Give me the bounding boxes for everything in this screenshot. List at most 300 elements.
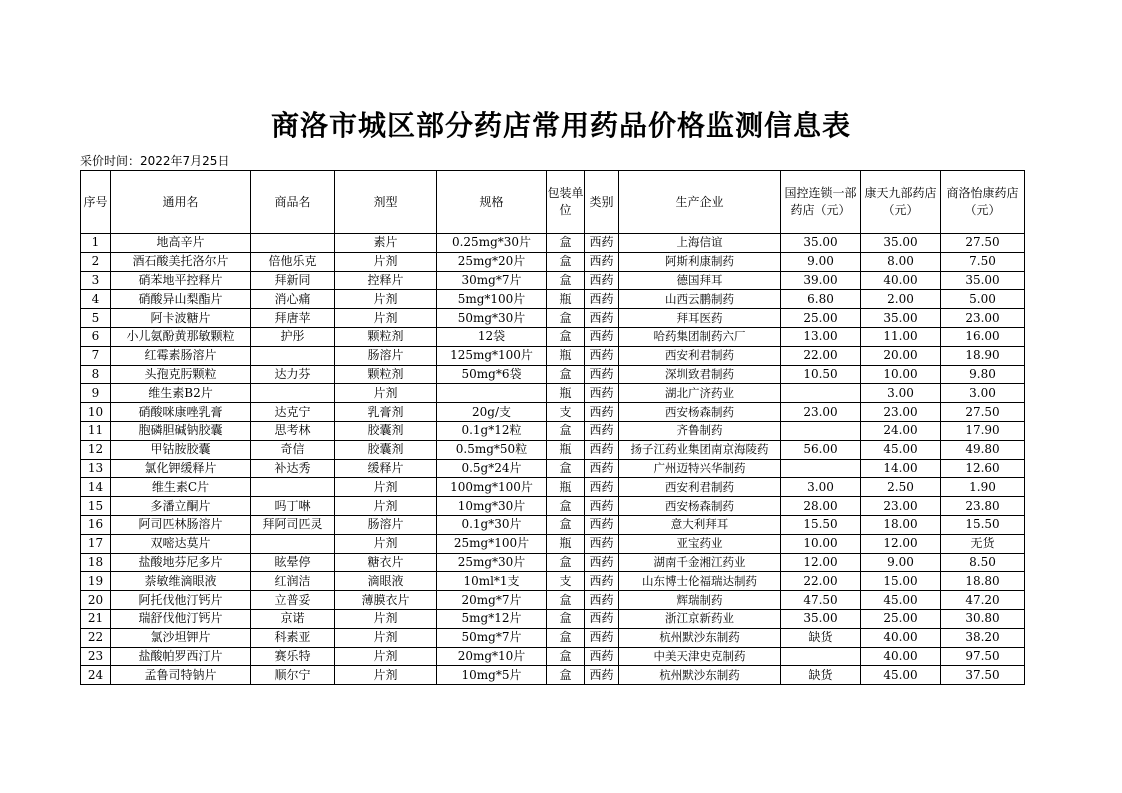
cell-seq: 10 [81, 403, 111, 422]
header-category: 类别 [585, 171, 619, 234]
cell-seq: 4 [81, 290, 111, 309]
table-row [81, 666, 1025, 685]
cell-brand-name: 拜唐苹 [251, 309, 335, 328]
cell-price-store3: 23.00 [941, 309, 1025, 328]
cell-price-store1: 56.00 [781, 440, 861, 459]
cell-dosage-form: 片剂 [335, 534, 437, 553]
cell-generic-name: 萘敏维滴眼液 [111, 572, 251, 591]
cell-package-unit: 瓶 [547, 384, 585, 403]
cell-dosage-form: 片剂 [335, 309, 437, 328]
cell-price-store2: 45.00 [861, 440, 941, 459]
cell-price-store2: 2.50 [861, 478, 941, 497]
cell-specification: 25mg*100片 [437, 534, 547, 553]
cell-dosage-form: 颗粒剂 [335, 365, 437, 384]
cell-price-store1: 35.00 [781, 234, 861, 253]
cell-brand-name: 吗丁啉 [251, 497, 335, 516]
header-brand: 商品名 [251, 171, 335, 234]
table-row [81, 440, 1025, 459]
table-row [81, 609, 1025, 628]
header-seq: 序号 [81, 171, 111, 234]
cell-category: 西药 [585, 478, 619, 497]
cell-price-store3: 49.80 [941, 440, 1025, 459]
cell-package-unit: 瓶 [547, 346, 585, 365]
table-row [81, 553, 1025, 572]
cell-brand-name [251, 478, 335, 497]
cell-manufacturer: 湖北广济药业 [619, 384, 781, 403]
cell-manufacturer: 西安利君制药 [619, 478, 781, 497]
cell-category: 西药 [585, 591, 619, 610]
cell-seq: 7 [81, 346, 111, 365]
cell-dosage-form: 片剂 [335, 384, 437, 403]
cell-package-unit: 盒 [547, 309, 585, 328]
table-row [81, 534, 1025, 553]
cell-price-store3: 18.80 [941, 572, 1025, 591]
cell-price-store2: 23.00 [861, 403, 941, 422]
cell-generic-name: 硝酸异山梨酯片 [111, 290, 251, 309]
cell-category: 西药 [585, 534, 619, 553]
cell-dosage-form: 胶囊剂 [335, 421, 437, 440]
cell-specification: 50mg*6袋 [437, 365, 547, 384]
cell-seq: 11 [81, 421, 111, 440]
cell-package-unit: 盒 [547, 609, 585, 628]
cell-category: 西药 [585, 384, 619, 403]
cell-category: 西药 [585, 365, 619, 384]
cell-price-store3: 17.90 [941, 421, 1025, 440]
cell-dosage-form: 滴眼液 [335, 572, 437, 591]
cell-price-store2: 25.00 [861, 609, 941, 628]
cell-price-store2: 2.00 [861, 290, 941, 309]
cell-manufacturer: 拜耳医药 [619, 309, 781, 328]
cell-dosage-form: 肠溶片 [335, 515, 437, 534]
cell-dosage-form: 片剂 [335, 497, 437, 516]
cell-brand-name [251, 384, 335, 403]
cell-brand-name: 护彤 [251, 327, 335, 346]
table-row [81, 403, 1025, 422]
cell-specification: 50mg*7片 [437, 628, 547, 647]
cell-seq: 9 [81, 384, 111, 403]
cell-price-store1: 22.00 [781, 572, 861, 591]
cell-category: 西药 [585, 628, 619, 647]
cell-seq: 8 [81, 365, 111, 384]
cell-brand-name: 消心痛 [251, 290, 335, 309]
cell-manufacturer: 广州迈特兴华制药 [619, 459, 781, 478]
cell-price-store1: 13.00 [781, 327, 861, 346]
cell-manufacturer: 辉瑞制药 [619, 591, 781, 610]
table-row [81, 384, 1025, 403]
cell-manufacturer: 湖南千金湘江药业 [619, 553, 781, 572]
cell-manufacturer: 亚宝药业 [619, 534, 781, 553]
cell-specification: 0.25mg*30片 [437, 234, 547, 253]
cell-category: 西药 [585, 666, 619, 685]
cell-price-store1: 15.50 [781, 515, 861, 534]
cell-generic-name: 孟鲁司特钠片 [111, 666, 251, 685]
cell-price-store3: 23.80 [941, 497, 1025, 516]
cell-manufacturer: 西安杨森制药 [619, 403, 781, 422]
cell-price-store3: 5.00 [941, 290, 1025, 309]
cell-price-store3: 15.50 [941, 515, 1025, 534]
cell-price-store1: 35.00 [781, 609, 861, 628]
cell-price-store2: 40.00 [861, 628, 941, 647]
cell-brand-name: 思考林 [251, 421, 335, 440]
cell-generic-name: 硝苯地平控释片 [111, 271, 251, 290]
cell-generic-name: 维生素B2片 [111, 384, 251, 403]
cell-dosage-form: 片剂 [335, 628, 437, 647]
cell-seq: 18 [81, 553, 111, 572]
cell-manufacturer: 上海信谊 [619, 234, 781, 253]
cell-manufacturer: 阿斯利康制药 [619, 252, 781, 271]
cell-seq: 13 [81, 459, 111, 478]
cell-brand-name: 达力芬 [251, 365, 335, 384]
table-row [81, 252, 1025, 271]
table-row [81, 497, 1025, 516]
cell-generic-name: 氯化钾缓释片 [111, 459, 251, 478]
cell-specification: 12袋 [437, 327, 547, 346]
cell-manufacturer: 浙江京新药业 [619, 609, 781, 628]
cell-seq: 2 [81, 252, 111, 271]
cell-specification: 5mg*12片 [437, 609, 547, 628]
cell-package-unit: 盒 [547, 515, 585, 534]
cell-seq: 23 [81, 647, 111, 666]
header-store2: 康天九部药店（元） [861, 171, 941, 234]
cell-price-store3: 37.50 [941, 666, 1025, 685]
table-row [81, 346, 1025, 365]
cell-brand-name: 红润洁 [251, 572, 335, 591]
cell-price-store2: 23.00 [861, 497, 941, 516]
table-row [81, 478, 1025, 497]
cell-brand-name: 京诺 [251, 609, 335, 628]
cell-price-store3: 47.20 [941, 591, 1025, 610]
cell-package-unit: 盒 [547, 459, 585, 478]
cell-category: 西药 [585, 290, 619, 309]
cell-manufacturer: 齐鲁制药 [619, 421, 781, 440]
table-row [81, 647, 1025, 666]
cell-dosage-form: 片剂 [335, 647, 437, 666]
cell-price-store1: 10.00 [781, 534, 861, 553]
cell-seq: 20 [81, 591, 111, 610]
table-row [81, 459, 1025, 478]
cell-category: 西药 [585, 497, 619, 516]
cell-generic-name: 多潘立酮片 [111, 497, 251, 516]
cell-price-store1: 22.00 [781, 346, 861, 365]
table-row [81, 271, 1025, 290]
cell-seq: 17 [81, 534, 111, 553]
cell-category: 西药 [585, 647, 619, 666]
cell-generic-name: 酒石酸美托洛尔片 [111, 252, 251, 271]
cell-price-store2: 3.00 [861, 384, 941, 403]
cell-price-store1: 3.00 [781, 478, 861, 497]
cell-dosage-form: 片剂 [335, 290, 437, 309]
cell-specification: 100mg*100片 [437, 478, 547, 497]
cell-price-store1 [781, 421, 861, 440]
cell-dosage-form: 薄膜衣片 [335, 591, 437, 610]
cell-manufacturer: 西安杨森制药 [619, 497, 781, 516]
cell-brand-name: 补达秀 [251, 459, 335, 478]
cell-package-unit: 盒 [547, 628, 585, 647]
cell-brand-name [251, 346, 335, 365]
cell-package-unit: 瓶 [547, 290, 585, 309]
header-spec: 规格 [437, 171, 547, 234]
cell-dosage-form: 乳膏剂 [335, 403, 437, 422]
table-row [81, 290, 1025, 309]
cell-package-unit: 盒 [547, 271, 585, 290]
cell-package-unit: 盒 [547, 553, 585, 572]
cell-category: 西药 [585, 421, 619, 440]
cell-price-store2: 12.00 [861, 534, 941, 553]
cell-package-unit: 盒 [547, 666, 585, 685]
cell-package-unit: 盒 [547, 647, 585, 666]
header-row [81, 171, 1025, 234]
cell-price-store3: 35.00 [941, 271, 1025, 290]
cell-category: 西药 [585, 572, 619, 591]
cell-specification: 50mg*30片 [437, 309, 547, 328]
table-row [81, 309, 1025, 328]
cell-specification: 10mg*30片 [437, 497, 547, 516]
cell-price-store1: 12.00 [781, 553, 861, 572]
cell-brand-name: 倍他乐克 [251, 252, 335, 271]
cell-category: 西药 [585, 271, 619, 290]
cell-price-store2: 35.00 [861, 234, 941, 253]
cell-category: 西药 [585, 252, 619, 271]
cell-package-unit: 瓶 [547, 440, 585, 459]
cell-price-store3: 30.80 [941, 609, 1025, 628]
cell-specification: 20mg*7片 [437, 591, 547, 610]
cell-generic-name: 红霉素肠溶片 [111, 346, 251, 365]
cell-price-store2: 20.00 [861, 346, 941, 365]
cell-generic-name: 瑞舒伐他汀钙片 [111, 609, 251, 628]
cell-price-store3: 无货 [941, 534, 1025, 553]
cell-brand-name: 立普妥 [251, 591, 335, 610]
cell-seq: 19 [81, 572, 111, 591]
cell-dosage-form: 肠溶片 [335, 346, 437, 365]
cell-category: 西药 [585, 327, 619, 346]
cell-price-store3: 7.50 [941, 252, 1025, 271]
cell-price-store1: 25.00 [781, 309, 861, 328]
cell-dosage-form: 片剂 [335, 666, 437, 685]
cell-price-store2: 24.00 [861, 421, 941, 440]
table-row [81, 591, 1025, 610]
cell-price-store1: 28.00 [781, 497, 861, 516]
cell-price-store2: 15.00 [861, 572, 941, 591]
cell-brand-name: 眩晕停 [251, 553, 335, 572]
price-date: 采价时间：2022年7月25日 [80, 154, 230, 168]
cell-manufacturer: 杭州默沙东制药 [619, 628, 781, 647]
cell-package-unit: 瓶 [547, 478, 585, 497]
table-row [81, 515, 1025, 534]
cell-price-store3: 9.80 [941, 365, 1025, 384]
header-maker: 生产企业 [619, 171, 781, 234]
cell-specification: 5mg*100片 [437, 290, 547, 309]
cell-price-store2: 18.00 [861, 515, 941, 534]
cell-category: 西药 [585, 403, 619, 422]
cell-category: 西药 [585, 609, 619, 628]
cell-generic-name: 地高辛片 [111, 234, 251, 253]
cell-manufacturer: 扬子江药业集团南京海陵药 [619, 440, 781, 459]
cell-specification: 30mg*7片 [437, 271, 547, 290]
cell-seq: 22 [81, 628, 111, 647]
cell-category: 西药 [585, 440, 619, 459]
cell-specification: 0.1g*30片 [437, 515, 547, 534]
cell-price-store1 [781, 459, 861, 478]
cell-price-store1: 缺货 [781, 666, 861, 685]
cell-package-unit: 盒 [547, 497, 585, 516]
cell-brand-name [251, 534, 335, 553]
cell-price-store1: 缺货 [781, 628, 861, 647]
cell-price-store3: 12.60 [941, 459, 1025, 478]
cell-category: 西药 [585, 515, 619, 534]
cell-specification: 0.5g*24片 [437, 459, 547, 478]
cell-generic-name: 甲钴胺胶囊 [111, 440, 251, 459]
cell-manufacturer: 山西云鹏制药 [619, 290, 781, 309]
cell-brand-name: 奇信 [251, 440, 335, 459]
table-row [81, 327, 1025, 346]
cell-price-store3: 16.00 [941, 327, 1025, 346]
cell-price-store1 [781, 384, 861, 403]
cell-seq: 16 [81, 515, 111, 534]
cell-seq: 5 [81, 309, 111, 328]
cell-dosage-form: 素片 [335, 234, 437, 253]
cell-category: 西药 [585, 346, 619, 365]
cell-category: 西药 [585, 459, 619, 478]
cell-price-store1 [781, 647, 861, 666]
cell-seq: 15 [81, 497, 111, 516]
cell-specification: 25mg*20片 [437, 252, 547, 271]
cell-specification: 20g/支 [437, 403, 547, 422]
cell-package-unit: 盒 [547, 327, 585, 346]
cell-specification: 125mg*100片 [437, 346, 547, 365]
cell-price-store2: 8.00 [861, 252, 941, 271]
header-store1: 国控连锁一部药店（元） [781, 171, 861, 234]
cell-price-store1: 23.00 [781, 403, 861, 422]
cell-brand-name: 达克宁 [251, 403, 335, 422]
cell-brand-name [251, 234, 335, 253]
cell-brand-name: 拜新同 [251, 271, 335, 290]
cell-generic-name: 阿卡波糖片 [111, 309, 251, 328]
cell-brand-name: 科素亚 [251, 628, 335, 647]
cell-price-store3: 8.50 [941, 553, 1025, 572]
cell-manufacturer: 西安利君制药 [619, 346, 781, 365]
cell-package-unit: 盒 [547, 252, 585, 271]
table-row [81, 628, 1025, 647]
cell-generic-name: 阿司匹林肠溶片 [111, 515, 251, 534]
cell-generic-name: 阿托伐他汀钙片 [111, 591, 251, 610]
cell-dosage-form: 糖衣片 [335, 553, 437, 572]
cell-manufacturer: 深圳致君制药 [619, 365, 781, 384]
cell-price-store2: 40.00 [861, 271, 941, 290]
cell-dosage-form: 控释片 [335, 271, 437, 290]
cell-seq: 24 [81, 666, 111, 685]
cell-seq: 12 [81, 440, 111, 459]
cell-category: 西药 [585, 553, 619, 572]
cell-generic-name: 维生素C片 [111, 478, 251, 497]
cell-package-unit: 瓶 [547, 534, 585, 553]
cell-dosage-form: 片剂 [335, 478, 437, 497]
cell-price-store3: 97.50 [941, 647, 1025, 666]
cell-specification: 10mg*5片 [437, 666, 547, 685]
cell-generic-name: 盐酸地芬尼多片 [111, 553, 251, 572]
cell-manufacturer: 杭州默沙东制药 [619, 666, 781, 685]
cell-dosage-form: 片剂 [335, 252, 437, 271]
cell-price-store1: 9.00 [781, 252, 861, 271]
cell-specification: 10ml*1支 [437, 572, 547, 591]
header-generic: 通用名 [111, 171, 251, 234]
cell-dosage-form: 片剂 [335, 609, 437, 628]
cell-manufacturer: 哈药集团制药六厂 [619, 327, 781, 346]
cell-brand-name: 顺尔宁 [251, 666, 335, 685]
cell-price-store2: 10.00 [861, 365, 941, 384]
cell-seq: 3 [81, 271, 111, 290]
cell-category: 西药 [585, 309, 619, 328]
cell-seq: 14 [81, 478, 111, 497]
cell-package-unit: 盒 [547, 421, 585, 440]
cell-price-store2: 45.00 [861, 666, 941, 685]
cell-price-store2: 40.00 [861, 647, 941, 666]
cell-price-store2: 14.00 [861, 459, 941, 478]
cell-manufacturer: 山东博士伦福瑞达制药 [619, 572, 781, 591]
cell-price-store1: 6.80 [781, 290, 861, 309]
header-store3: 商洛怡康药店（元） [941, 171, 1025, 234]
cell-specification: 0.1g*12粒 [437, 421, 547, 440]
cell-price-store1: 39.00 [781, 271, 861, 290]
table-row [81, 365, 1025, 384]
table-row [81, 234, 1025, 253]
cell-price-store3: 18.90 [941, 346, 1025, 365]
cell-dosage-form: 缓释片 [335, 459, 437, 478]
cell-specification: 25mg*30片 [437, 553, 547, 572]
cell-price-store2: 9.00 [861, 553, 941, 572]
cell-generic-name: 盐酸帕罗西汀片 [111, 647, 251, 666]
cell-package-unit: 支 [547, 403, 585, 422]
cell-seq: 6 [81, 327, 111, 346]
page-title: 商洛市城区部分药店常用药品价格监测信息表 [270, 109, 851, 142]
cell-price-store2: 11.00 [861, 327, 941, 346]
cell-generic-name: 头孢克肟颗粒 [111, 365, 251, 384]
cell-price-store3: 3.00 [941, 384, 1025, 403]
header-form: 剂型 [335, 171, 437, 234]
cell-seq: 21 [81, 609, 111, 628]
header-unit: 包装单位 [547, 171, 585, 234]
cell-specification [437, 384, 547, 403]
cell-brand-name: 赛乐特 [251, 647, 335, 666]
cell-generic-name: 氯沙坦钾片 [111, 628, 251, 647]
cell-package-unit: 支 [547, 572, 585, 591]
cell-package-unit: 盒 [547, 234, 585, 253]
cell-category: 西药 [585, 234, 619, 253]
cell-generic-name: 胞磷胆碱钠胶囊 [111, 421, 251, 440]
cell-dosage-form: 颗粒剂 [335, 327, 437, 346]
cell-price-store2: 45.00 [861, 591, 941, 610]
cell-manufacturer: 德国拜耳 [619, 271, 781, 290]
cell-seq: 1 [81, 234, 111, 253]
cell-specification: 20mg*10片 [437, 647, 547, 666]
cell-generic-name: 双嘧达莫片 [111, 534, 251, 553]
cell-price-store3: 1.90 [941, 478, 1025, 497]
cell-specification: 0.5mg*50粒 [437, 440, 547, 459]
cell-price-store1: 47.50 [781, 591, 861, 610]
cell-price-store3: 27.50 [941, 234, 1025, 253]
cell-brand-name: 拜阿司匹灵 [251, 515, 335, 534]
cell-manufacturer: 中美天津史克制药 [619, 647, 781, 666]
cell-manufacturer: 意大利拜耳 [619, 515, 781, 534]
cell-price-store3: 38.20 [941, 628, 1025, 647]
cell-generic-name: 小儿氨酚黄那敏颗粒 [111, 327, 251, 346]
cell-package-unit: 盒 [547, 365, 585, 384]
table-row [81, 572, 1025, 591]
price-table [80, 170, 1025, 685]
cell-package-unit: 盒 [547, 591, 585, 610]
table-row [81, 421, 1025, 440]
cell-generic-name: 硝酸咪康唑乳膏 [111, 403, 251, 422]
cell-price-store1: 10.50 [781, 365, 861, 384]
